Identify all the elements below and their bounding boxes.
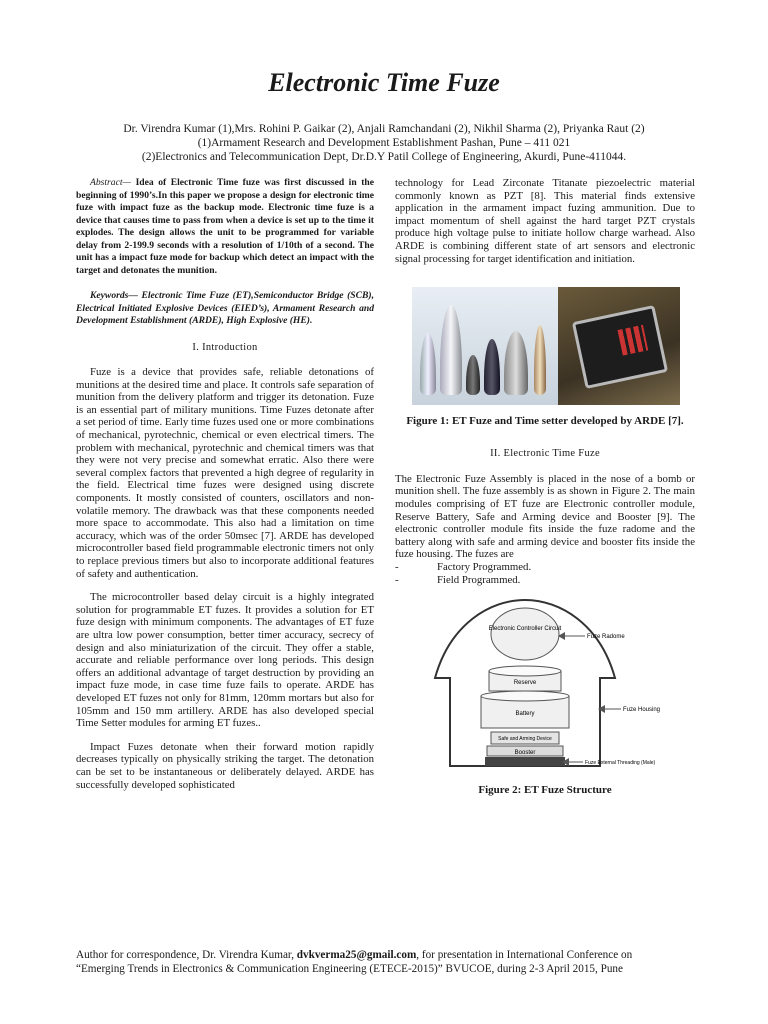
label-reserve: Reserve xyxy=(513,680,537,687)
section2-paragraph: The Electronic Fuze Assembly is placed in the nose of a bomb or munition shell. The fuze assembly is as shown in Figure 2. The main modules comprising of ET fuze are Electronic controller module, Reserve Battery, Safe and Arming device and Booster [9]. The electronic controller module fits inside the fuze radome and the battery along with safe and arming device and booster fits inside the fuze housing. The fuzes are xyxy=(395,472,695,561)
right-column xyxy=(395,177,695,797)
figure-1-photo xyxy=(412,287,680,405)
intro-paragraph-3: Impact Fuzes detonate when their forward motion rapidly decreases typically on physically striking the target. The detonation can be set to be instantaneous or deliberately delayed. ARDE has successfully developed sophisticated xyxy=(76,740,374,791)
intro-paragraph-2: The microcontroller based delay circuit is a highly integrated solution for programmable ET fuzes. It provides a solution for ET fuze design with minimum components. The advantages of ET fuze are ultra low power consumption, better timer accuracy, secrecy of design and also miniaturization of the circuit. They offer a stable, accurate and reliable performance over long periods. This design offers an additional advantage of target destruction by providing an impact fuze mode, in case time fuze fails to operate. ARDE has developed ET fuzes not only for 81mm, 120mm mortars but also for 105mm and 150 mm artillery. ARDE has also developed special Time Setter modules for arming ET fuzes.. xyxy=(76,591,374,730)
fuze-photo xyxy=(412,287,558,405)
affiliation-2: (2)Electronics and Telecommunication Dept, Dr.D.Y Patil College of Engineering, Akurdi, Pune-411044. xyxy=(141,151,627,163)
figure-1-caption: Figure 1: ET Fuze and Time setter developed by ARDE [7]. xyxy=(406,415,684,428)
authors-line: Dr. Virendra Kumar (1),Mrs. Rohini P. Gaikar (2), Anjali Ramchandani (2), Nikhil Sharma (2), Priyanka Raut (2) xyxy=(123,123,645,135)
label-safe-arming: Safe and Arming Device xyxy=(498,736,552,743)
time-setter-photo xyxy=(558,287,680,405)
section-heading-introduction: I. Introduction xyxy=(192,341,258,353)
affiliation-1: (1)Armament Research and Development Establishment Pashan, Pune – 411 021 xyxy=(197,137,571,149)
left-column xyxy=(76,177,374,791)
intro-paragraph-1: Fuze is a device that provides safe, reliable detonations of munitions at the desired time and place. It controls safe separation of munition from the delivery platform and trigger its detonation. Fuze is an essential part of military munitions. Time Fuzes detonate after a set period of time. Early time fuzes used one or more combinations of mechanical, pyrotechnic, chemical or even electrical timers. The problem with mechanical, pyrotechnic and chemical timers was that they were not very precise and somewhat erratic. Also there were several complex factors that prevented a high degree of regularity in the field. Electrical time fuzes were designed using discrete components. It mostly consisted of counters, oscillators and non-volatile memory. The drawback was that these components needed more space to accommodate. This also had a limitation on time accuracy, which was of the order 50msec [7]. ARDE has developed microcontroller based field programmable electronic timers not only to replace previous timers but also to incorporate additional features of safety and authentication. xyxy=(76,366,374,580)
footer-note: Author for correspondence, Dr. Virendra Kumar, dvkverma25@gmail.com, for presentation in International Conference on “Emerging Trends in Electronics & Communication Engineering (ETECE-2015)” BVUCOE, during 2-3 April 2015, Pune xyxy=(76,949,633,975)
label-controller: Electronic Controller Circuit xyxy=(488,626,562,633)
right-continued-paragraph: technology for Lead Zirconate Titanate piezoelectric material commonly known as PZT [8]. This material finds extensive application in the armament impact fuzing ammunition. Due to impact momentum of shell against the hard target PZT crystals produce high voltage pulse to initiate hollow charge warhead. Also ARDE is combining different state of art sensors and electronic signal processing for target identification and initiation. xyxy=(395,177,695,265)
list-item: - Field Programmed. xyxy=(395,573,521,586)
paper-title: Electronic Time Fuze xyxy=(268,68,500,97)
label-housing: Fuze Housing xyxy=(623,707,661,714)
keywords: Keywords— Electronic Time Fuze (ET),Semiconductor Bridge (SCB), Electrical Initiated Explosive Devices (EIED’s), Armament Research and Development Establishment (ARDE), High Explosive (HE). xyxy=(76,290,374,326)
label-booster: Booster xyxy=(514,750,536,757)
abstract-label: Abstract— xyxy=(90,177,132,188)
figure-2-caption: Figure 2: ET Fuze Structure xyxy=(478,783,612,796)
abstract xyxy=(76,177,374,277)
list-item: - Factory Programmed. xyxy=(395,560,532,573)
label-battery: Battery xyxy=(515,711,535,718)
label-radome: Fuze Radome xyxy=(587,634,625,641)
figure-2-diagram xyxy=(395,596,695,774)
section-heading-electronic-time-fuze: II. Electronic Time Fuze xyxy=(490,448,600,460)
label-threading: Fuze External Threading (Male) xyxy=(585,760,656,767)
abstract-text: Idea of Electronic Time fuze was first discussed in the beginning of 1990’s.In this paper we propose a design for electronic time fuze with impact fuze as the backup mode. Electronic time fuze is a device that causes time to pass from when a device is set up to the time it explodes. The design allows the unit to be programmed for variable delay from 2-199.9 seconds with a resolution of 1/10th of a second. The unit has a impact fuze mode for backup which detect an impact with the target and detonates the munition. xyxy=(76,177,374,276)
email-link[interactable]: dvkverma25@gmail.com xyxy=(296,949,417,961)
